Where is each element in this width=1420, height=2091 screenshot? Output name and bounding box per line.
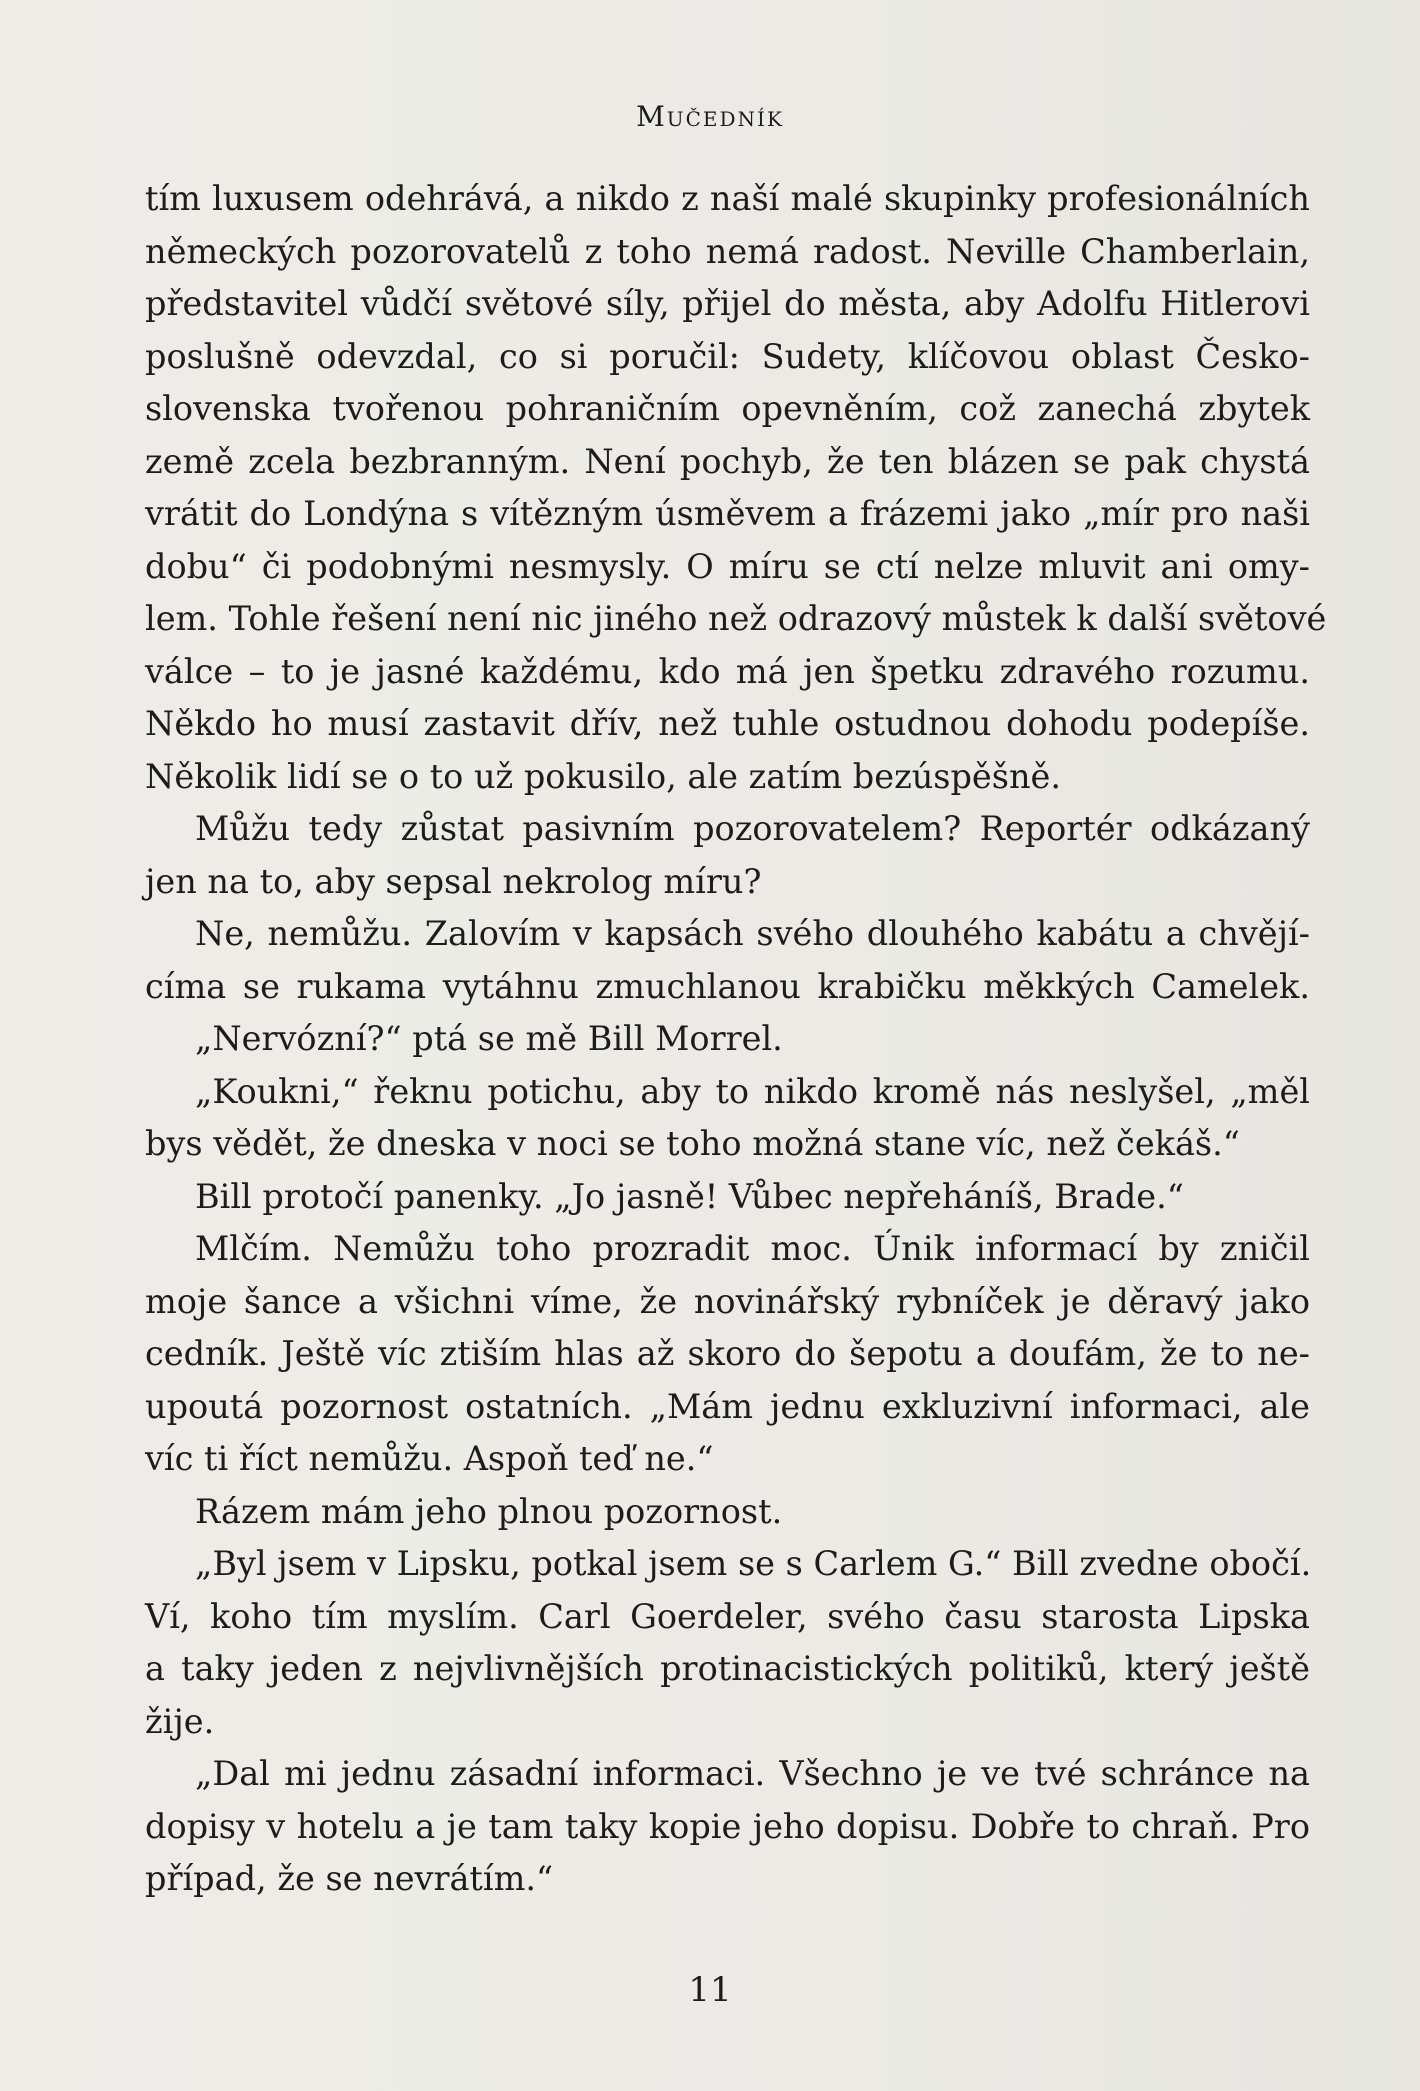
text-line: víc ti říct nemůžu. Aspoň teď ne.“: [145, 1439, 714, 1478]
text-line: „Koukni,“ řeknu potichu, aby to nikdo kromě nás neslyšel, „měl: [195, 1071, 1310, 1111]
text-line: země zcela bezbranným. Není pochyb, že ten blázen se pak chystá: [145, 441, 1310, 481]
text-line: poslušně odevzdal, co si poručil: Sudety, klíčovou oblast Česko-: [145, 336, 1310, 376]
text-line: případ, že se nevrátím.“: [145, 1859, 554, 1898]
text-line: cedník. Ještě víc ztiším hlas až skoro do šepotu a doufám, že to ne-: [145, 1334, 1310, 1373]
text-line: „Byl jsem v Lipsku, potkal jsem se s Carlem G.“ Bill zvedne obočí.: [195, 1544, 1312, 1583]
text-line: žije.: [145, 1701, 215, 1741]
text-line: dobu“ či podobnými nesmysly. O míru se ctí nelze mluvit ani omy-: [145, 546, 1310, 586]
text-line: Několik lidí se o to už pokusilo, ale zatím bezúspěšně.: [145, 756, 1061, 796]
text-line: jen na to, aby sepsal nekrolog míru?: [145, 861, 762, 901]
text-line: německých pozorovatelů z toho nemá radost. Neville Chamberlain,: [145, 231, 1310, 271]
running-head: Mučedník: [636, 100, 784, 133]
text-line: válce – to je jasné každému, kdo má jen špetku zdravého rozumu.: [145, 651, 1310, 691]
text-line: Mlčím. Nemůžu toho prozradit moc. Únik informací by zničil: [195, 1229, 1310, 1268]
text-line: a taky jeden z nejvlivnějších protinacistických politiků, který ještě: [145, 1649, 1310, 1688]
text-line: dopisy v hotelu a je tam taky kopie jeho dopisu. Dobře to chraň. Pro: [145, 1806, 1310, 1846]
text-line: bys vědět, že dneska v noci se toho možná stane víc, než čekáš.“: [145, 1124, 1240, 1163]
text-line: „Dal mi jednu zásadní informaci. Všechno je ve tvé schránce na: [195, 1754, 1310, 1793]
text-line: tím luxusem odehrává, a nikdo z naší malé skupinky profesionálních: [145, 179, 1310, 218]
body-text: [145, 173, 1327, 1906]
text-line: lem. Tohle řešení není nic jiného než odrazový můstek k další světové: [145, 599, 1327, 638]
text-line: címa se rukama vytáhnu zmuchlanou krabičku měkkých Camelek.: [145, 966, 1310, 1006]
text-line: Bill protočí panenky. „Jo jasně! Vůbec nepřeháníš, Brade.“: [195, 1176, 1184, 1216]
text-line: upoutá pozornost ostatních. „Mám jednu exkluzivní informaci, ale: [145, 1386, 1310, 1426]
text-line: Někdo ho musí zastavit dřív, než tuhle ostudnou dohodu podepíše.: [145, 704, 1310, 743]
text-line: „Nervózní?“ ptá se mě Bill Morrel.: [195, 1019, 783, 1058]
text-line: slovenska tvořenou pohraničním opevněním, což zanechá zbytek: [145, 389, 1310, 428]
text-line: představitel vůdčí světové síly, přijel do města, aby Adolfu Hitlerovi: [145, 284, 1310, 323]
page-number: 11: [688, 1970, 732, 2010]
text-line: Ví, koho tím myslím. Carl Goerdeler, svého času starosta Lipska: [145, 1596, 1310, 1636]
text-line: Rázem mám jeho plnou pozornost.: [195, 1491, 783, 1531]
text-line: moje šance a všichni víme, že novinářský rybníček je děravý jako: [145, 1281, 1310, 1321]
text-line: Ne, nemůžu. Zalovím v kapsách svého dlouhého kabátu a chvějí-: [195, 914, 1310, 953]
text-line: vrátit do Londýna s vítězným úsměvem a frázemi jako „mír pro naši: [145, 494, 1310, 533]
text-line: Můžu tedy zůstat pasivním pozorovatelem? Reportér odkázaný: [195, 809, 1310, 848]
